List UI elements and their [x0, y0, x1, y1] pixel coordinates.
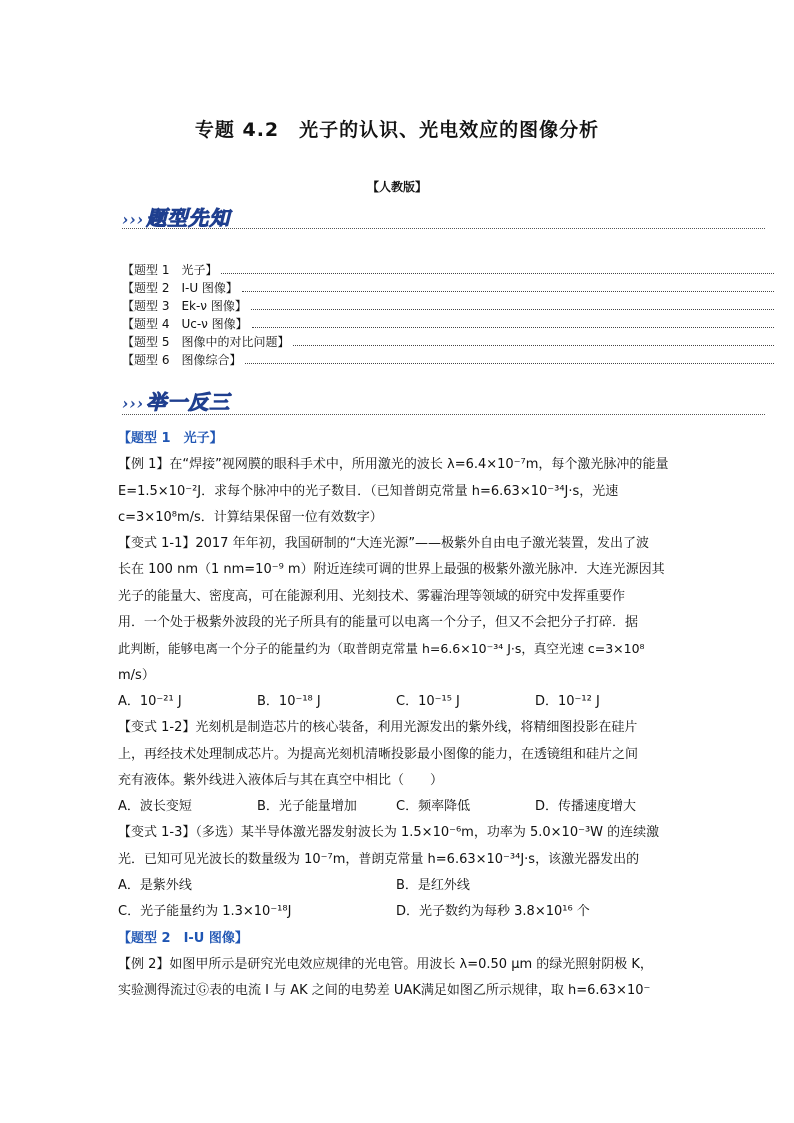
toc-item[interactable]: [122, 332, 774, 350]
variant-1-1-line: 长在 100 nm（1 nm=10⁻⁹ m）附近连续可调的世界上最强的极紫外激光脉冲．大连光源因其: [118, 562, 665, 578]
leader-dots: [242, 291, 774, 292]
answer-options: [118, 873, 674, 899]
banner-practice-text: 举一反三: [146, 390, 231, 414]
banner-preview: [122, 202, 230, 231]
example-2-line: 【例 2】如图甲所示是研究光电效应规律的光电管。用波长 λ=0.50 μm 的绿光照射阴极 K，: [118, 956, 653, 972]
leader-dots: [252, 327, 774, 328]
table-of-contents: [122, 260, 774, 368]
option-a[interactable]: A．是紫外线: [118, 878, 192, 894]
toc-item[interactable]: [122, 350, 774, 368]
leader-dots: [293, 345, 774, 346]
option-d[interactable]: D．光子数约为每秒 3.8×10¹⁶ 个: [396, 904, 590, 920]
variant-1-2-line: 上，再经技术处理制成芯片。为提高光刻机清晰投影最小图像的能力，在透镜组和硅片之间: [118, 746, 639, 762]
variant-1-1-line: 光子的能量大、密度高，可在能源利用、光刻技术、雾霾治理等领域的研究中发挥重要作: [118, 588, 626, 604]
variant-1-1-line: 此判断，能够电离一个分子的能量约为（取普朗克常量 h=6.6×10⁻³⁴ J·s，真空光速 c=3×10⁸: [118, 641, 645, 657]
toc-item[interactable]: [122, 260, 774, 278]
toc-item-label: 【题型 6 图像综合】: [122, 353, 242, 367]
answer-options: [118, 689, 674, 715]
option-d[interactable]: D．传播速度增大: [535, 799, 637, 815]
answer-options: [118, 899, 674, 925]
option-b[interactable]: B．是红外线: [396, 878, 470, 894]
answer-options: [118, 794, 674, 820]
toc-item-label: 【题型 1 光子】: [122, 263, 218, 277]
variant-1-2-line: 【变式 1-2】光刻机是制造芯片的核心装备，利用光源发出的紫外线，将精细图投影在硅片: [118, 720, 638, 736]
option-a[interactable]: A．波长变短: [118, 799, 192, 815]
arrows-icon: ›››: [122, 394, 145, 413]
toc-item[interactable]: [122, 314, 774, 332]
variant-1-3-line: 光．已知可见光波长的数量级为 10⁻⁷m，普朗克常量 h=6.63×10⁻³⁴J·s，该激光器发出的: [118, 851, 640, 867]
variant-1-1-line: m/s）: [118, 667, 155, 683]
section-heading: 【题型 1 光子】: [118, 431, 223, 446]
example-1-line: 【例 1】在“焊接”视网膜的眼科手术中，所用激光的波长 λ=6.4×10⁻⁷m，每个激光脉冲的能量: [118, 457, 669, 473]
toc-item[interactable]: [122, 278, 774, 296]
variant-1-2-line: 充有液体。紫外线进入液体后与其在真空中相比（ ）: [118, 772, 444, 788]
banner-practice: [122, 386, 230, 415]
page-title: 专题 4.2 光子的认识、光电效应的图像分析: [194, 119, 600, 141]
option-c[interactable]: C．频率降低: [396, 799, 471, 815]
example-2-line: 实验测得流过Ⓖ表的电流 I 与 AK 之间的电势差 UAK满足如图乙所示规律，取 h=6.63×10⁻: [118, 983, 651, 999]
leader-dots: [245, 363, 774, 364]
toc-item-label: 【题型 4 Uc-ν 图像】: [122, 317, 248, 331]
variant-1-3-line: 【变式 1-3】（多选）某半导体激光器发射波长为 1.5×10⁻⁶m，功率为 5.0×10⁻³W 的连续激: [118, 825, 660, 841]
variant-1-1-line: 用．一个处于极紫外波段的光子所具有的能量可以电离一个分子，但又不会把分子打碎．据: [118, 615, 639, 631]
leader-dots: [251, 309, 774, 310]
option-d[interactable]: D．10⁻¹² J: [535, 693, 600, 709]
variant-1-1-line: 【变式 1-1】2017 年年初，我国研制的“大连光源”——极紫外自由电子激光装置，发出了波: [118, 536, 650, 552]
toc-item-label: 【题型 2 I-U 图像】: [122, 281, 238, 295]
section-heading: 【题型 2 I-U 图像】: [118, 930, 248, 946]
example-1-line: c=3×10⁸m/s．计算结果保留一位有效数字）: [118, 509, 383, 525]
divider: [122, 228, 765, 229]
toc-item[interactable]: [122, 296, 774, 314]
toc-item-label: 【题型 5 图像中的对比问题】: [122, 335, 290, 349]
option-b[interactable]: B．光子能量增加: [257, 799, 357, 815]
banner-preview-text: 题型先知: [146, 206, 231, 230]
toc-item-label: 【题型 3 Ek-ν 图像】: [122, 299, 247, 313]
option-c[interactable]: C．光子能量约为 1.3×10⁻¹⁸J: [118, 904, 292, 920]
option-a[interactable]: A．10⁻²¹ J: [118, 693, 182, 709]
arrows-icon: ›››: [122, 210, 145, 229]
option-c[interactable]: C．10⁻¹⁵ J: [396, 693, 460, 709]
leader-dots: [221, 273, 774, 274]
example-1-line: E=1.5×10⁻²J．求每个脉冲中的光子数目．（已知普朗克常量 h=6.63×10⁻³⁴J·s，光速: [118, 483, 619, 499]
divider: [122, 414, 765, 415]
edition-label: 【人教版】: [366, 180, 427, 194]
option-b[interactable]: B．10⁻¹⁸ J: [257, 693, 321, 709]
main-content: [118, 426, 674, 1005]
